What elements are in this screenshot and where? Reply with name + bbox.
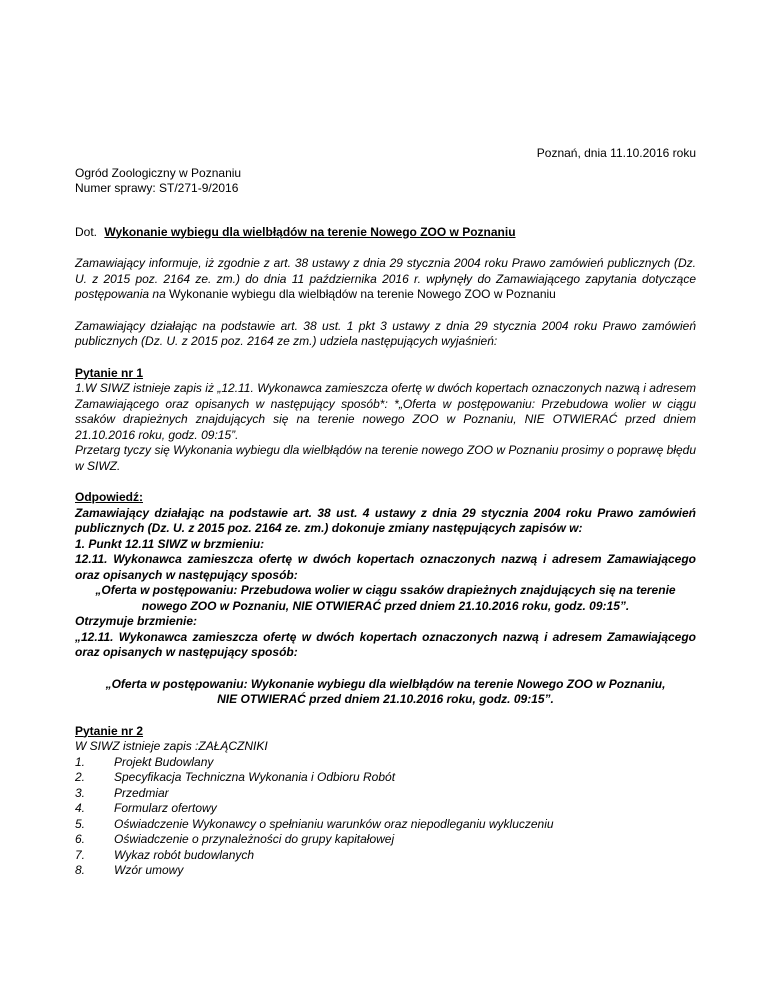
list-item: 8. Wzór umowy (75, 863, 184, 877)
intro-1-subject: Wykonanie wybiegu dla wielbłądów na terenie Nowego ZOO w Poznaniu (165, 287, 556, 301)
list-item: 1. Projekt Budowlany (75, 754, 214, 769)
intro-1-text: Zamawiający informuje, iż zgodnie z art. 38 ustawy z dnia 29 stycznia 2004 roku Prawo zamówień publicznych (Dz. U. z 2015 poz. 2164 ze. zm.) do dnia 11 października 2016 r. wpłynęły do Zamawiającego zapytania dotyczące postępowania na (75, 256, 696, 301)
answer-1-quote-old: „Oferta w postępowaniu: Przebudowa wolier w ciągu ssaków drapieżnych znajdujących się na terenie nowego ZOO w Poznaniu, NIE OTWIERAĆ przed dniem 21.10.2016 roku, godz. 09:15”. (95, 583, 676, 613)
question-2-heading: Pytanie nr 2 (75, 723, 144, 738)
question-1-text-2: Przetarg tyczy się Wykonania wybiegu dla wielbłądów na terenie nowego ZOO w Poznaniu prosimy o poprawę błędu w SIWZ. (75, 443, 696, 473)
question-2 (75, 724, 696, 879)
subject-line (75, 225, 696, 241)
answer-1-p5: „12.11. Wykonawca zamieszcza ofertę w dwóch kopertach oznaczonych nazwą i adresem Zamawiającego oraz opisanych w następujący sposób: (75, 629, 696, 659)
document-page (75, 146, 696, 879)
case-number: Numer sprawy: ST/271-9/2016 (75, 181, 239, 195)
list-item: 6. Oświadczenie o przynależności do grupy kapitałowej (75, 832, 395, 846)
list-item: 4. Formularz ofertowy (75, 801, 217, 815)
list-item: 7. Wykaz robót budowlanych (75, 847, 255, 862)
list-item: 5. Oświadczenie Wykonawcy o spełnianiu warunków oraz niepodleganiu wykluczeniu (75, 816, 554, 831)
intro-paragraph-1 (75, 256, 696, 303)
answer-1-heading: Odpowiedź: (75, 490, 143, 504)
attachments-list (75, 755, 696, 879)
question-1-text: 1.W SIWZ istnieje zapis iż „12.11. Wykonawca zamieszcza ofertę w dwóch kopertach oznaczonych nazwą i adresem Zamawiającego oraz opisanych w następujący sposób*: *„Oferta w postępowaniu: Przebudowa wolier w ciągu ssaków drapieżnych znajdujących się na terenie nowego ZOO w Poznaniu, NIE OTWIERAĆ przed dniem 21.10.2016 roku, godz. 09:15”. (75, 381, 696, 442)
question-2-intro: W SIWZ istnieje zapis :ZAŁĄCZNIKI (75, 739, 268, 753)
question-1-heading: Pytanie nr 1 (75, 365, 144, 380)
answer-1-p4: Otrzymuje brzmienie: (75, 614, 198, 628)
list-item: 2. Specyfikacja Techniczna Wykonania i Odbioru Robót (75, 770, 396, 784)
intro-paragraph-2: Zamawiający działając na podstawie art. 38 ust. 1 pkt 3 ustawy z dnia 29 stycznia 2004 roku Prawo zamówień publicznych (Dz. U. z 2015 poz. 2164 ze zm.) udziela następujących wyjaśnień: (75, 318, 696, 348)
subject-title: Wykonanie wybiegu dla wielbłądów na terenie Nowego ZOO w Poznaniu (104, 224, 516, 239)
answer-1 (75, 490, 696, 708)
answer-1-p1: Zamawiający działając na podstawie art. 38 ust. 4 ustawy z dnia 29 stycznia 2004 roku Prawo zamówień publicznych (Dz. U. z 2015 poz. 2164 ze. zm.) dokonuje zmiany następujących zapisów w: (75, 505, 696, 535)
list-item: 3. Przedmiar (75, 785, 169, 800)
org-name: Ogród Zoologiczny w Poznaniu (75, 165, 242, 180)
date-line: Poznań, dnia 11.10.2016 roku (536, 146, 696, 160)
answer-1-p2: 1. Punkt 12.11 SIWZ w brzmieniu: (75, 536, 265, 551)
header-block (75, 166, 696, 197)
answer-1-p3: 12.11. Wykonawca zamieszcza ofertę w dwóch kopertach oznaczonych nazwą i adresem Zamawiającego oraz opisanych w następujący sposób: (75, 552, 696, 582)
answer-1-quote-new: „Oferta w postępowaniu: Wykonanie wybiegu dla wielbłądów na terenie Nowego ZOO w Poznaniu, NIE OTWIERAĆ przed dniem 21.10.2016 roku, godz. 09:15”. (105, 676, 666, 706)
question-1 (75, 366, 696, 475)
subject-prefix: Dot. (75, 224, 98, 239)
